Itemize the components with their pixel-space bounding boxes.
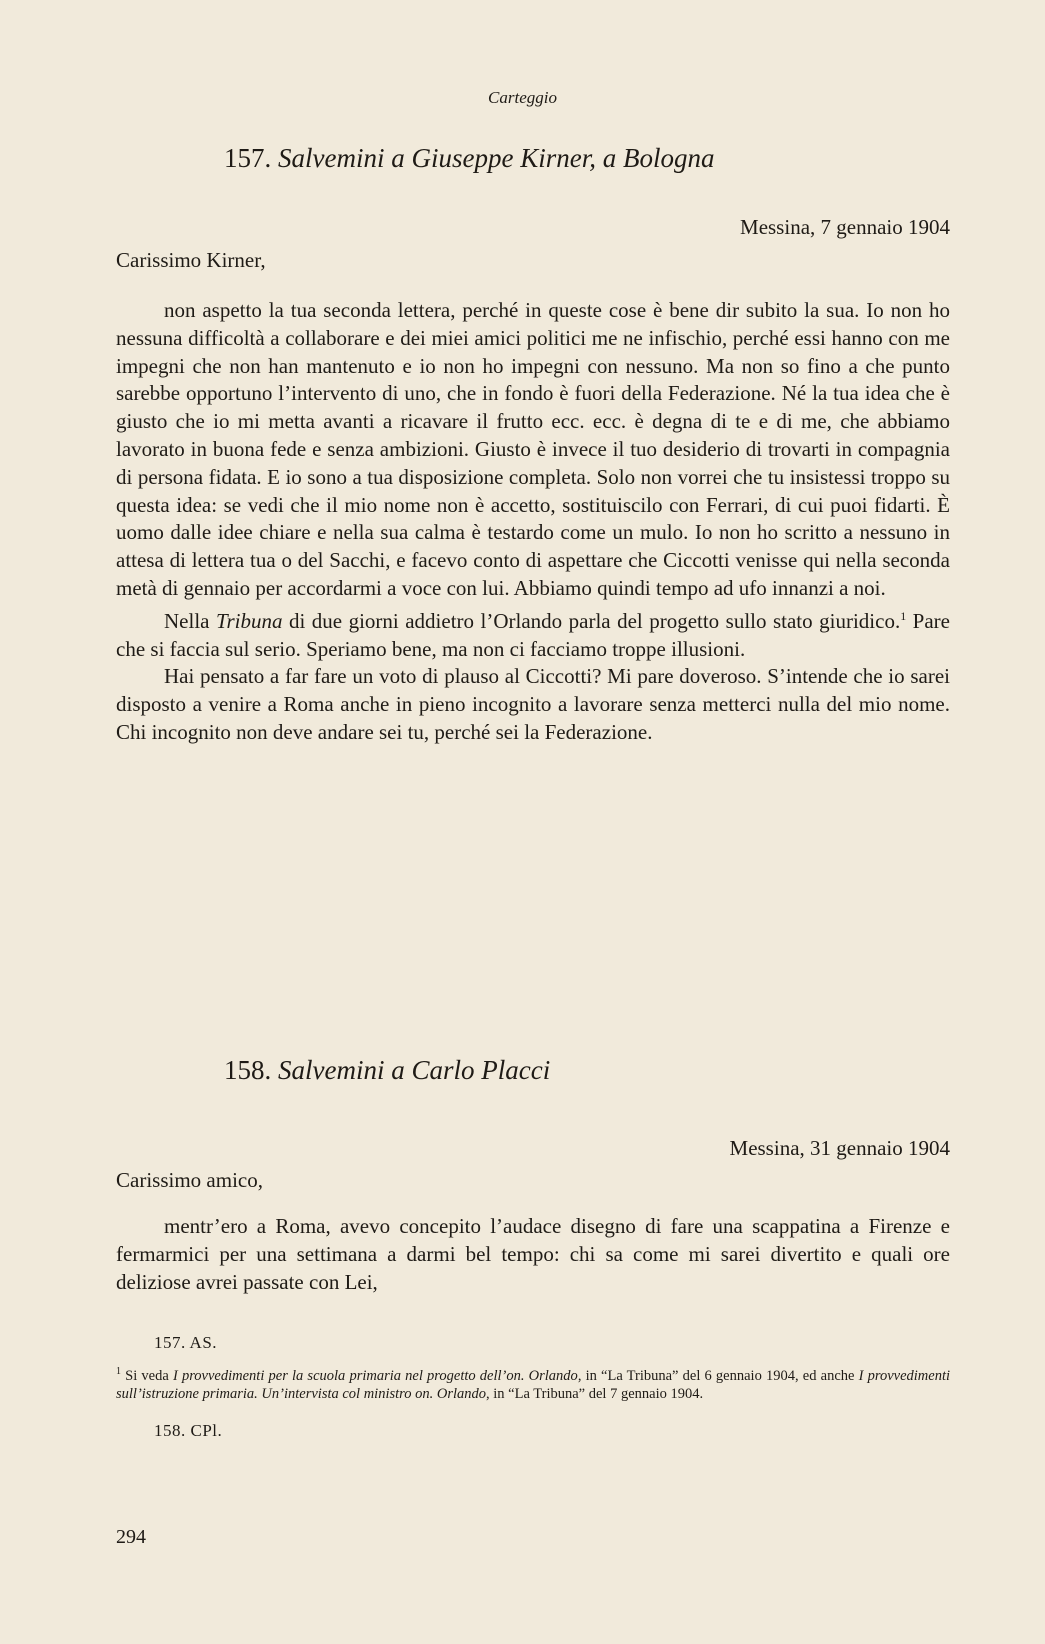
footnote-1-text-b: , in “La Tribuna” del 6 gennaio 1904, ed anche	[577, 1367, 859, 1384]
footnote-1-mark: 1	[116, 1366, 121, 1377]
letter-157-paragraph-1: non aspetto la tua seconda lettera, perché in queste cose è bene dir subito la sua. Io non ho nessuna difficoltà a collaborare e dei miei amici politici me ne infischio, perché essi hanno con me impegni che non han mantenuto e io non ho impegni con nessuno. Ma non so fino a che punto sarebbe opportuno l’intervento di uno, che in fondo è fuori della Federazione. Né la tua idea che è giusto che io mi metta avanti a ricavare il frutto ecc. ecc. è degna di te e di me, che abbiamo lavorato in buona fede e senza ambizioni. Giusto è invece il tuo desiderio di trovarti in compagnia di persona fidata. E io sono a tua disposizione completa. Solo non vorrei che tu insistessi troppo su questa idea: se vedi che il mio nome non è accetto, sostituiscilo con Ferrari, di cui puoi fidarti. È uomo dalle idee chiare e nella sua calma è testardo come un mulo. Io non ho scritto a nessuno in attesa di lettera tua o del Sacchi, e facevo conto di aspettare che Ciccotti venisse qui nella seconda metà di gennaio per accordarmi a voce con lui. Abbiamo quindi tempo ad ufo innanzi a noi.	[116, 298, 950, 600]
footnote-marker-1: 1	[900, 608, 907, 623]
letter-157-title	[224, 143, 714, 174]
letter-158-title	[224, 1055, 550, 1086]
letter-158-heading: Salvemini a Carlo Placci	[278, 1055, 551, 1085]
letter-157-paragraph-3: Hai pensato a far fare un voto di plauso al Ciccotti? Mi pare doveroso. S’intende che io sarei disposto a venire a Roma anche in pieno incognito a lavorare senza metterci nulla del mio nome. Chi incognito non deve andare sei tu, perché sei la Federazione.	[116, 664, 950, 744]
footnote-1-text-a: Si veda	[121, 1367, 173, 1384]
letter-157-number: 157.	[224, 143, 272, 173]
note-ref-158: 158. CPl.	[154, 1420, 223, 1440]
footnote-1-title-a: I provvedimenti per la scuola primaria nel progetto dell’on. Orlando	[172, 1367, 578, 1384]
letter-158-salutation: Carissimo amico,	[116, 1168, 263, 1192]
letter-158-body	[116, 1213, 950, 1296]
running-header: Carteggio	[488, 88, 557, 107]
letter-158-paragraph-1: mentr’ero a Roma, avevo concepito l’audace disegno di fare una scappatina a Firenze e fermarmici per una settimana a darmi bel tempo: chi sa come mi sarei divertito e quali ore deliziose avrei passate con Lei,	[116, 1214, 950, 1294]
letter-158-dateline: Messina, 31 gennaio 1904	[729, 1136, 950, 1160]
page-number: 294	[116, 1526, 146, 1548]
footnotes	[116, 1333, 950, 1441]
letter-157-paragraph-2	[116, 603, 950, 664]
letter-158-number: 158.	[224, 1055, 272, 1085]
letter-157-body	[116, 297, 950, 747]
footnote-1	[116, 1363, 950, 1403]
footnote-1-title-b: I provvedimenti sull’istruzione primaria. Un’intervista col ministro on. Orlando	[116, 1367, 951, 1402]
note-ref-157: 157. AS.	[154, 1333, 218, 1352]
p2-before: Nella	[164, 608, 216, 633]
p2-italic-tribuna: Tribuna	[215, 608, 283, 633]
letter-157-heading: Salvemini a Giuseppe Kirner, a Bologna	[278, 143, 715, 173]
letter-157-dateline: Messina, 7 gennaio 1904	[740, 215, 950, 239]
letter-157-salutation: Carissimo Kirner,	[116, 248, 266, 272]
footnote-1-text-c: , in “La Tribuna” del 7 gennaio 1904.	[486, 1385, 704, 1402]
p2-middle: di due giorni addietro l’Orlando parla del progetto sullo stato giuridico.	[282, 608, 901, 633]
p2-after: Pare che si faccia sul serio. Speriamo bene, ma non ci facciamo troppe illusioni.	[116, 608, 950, 661]
